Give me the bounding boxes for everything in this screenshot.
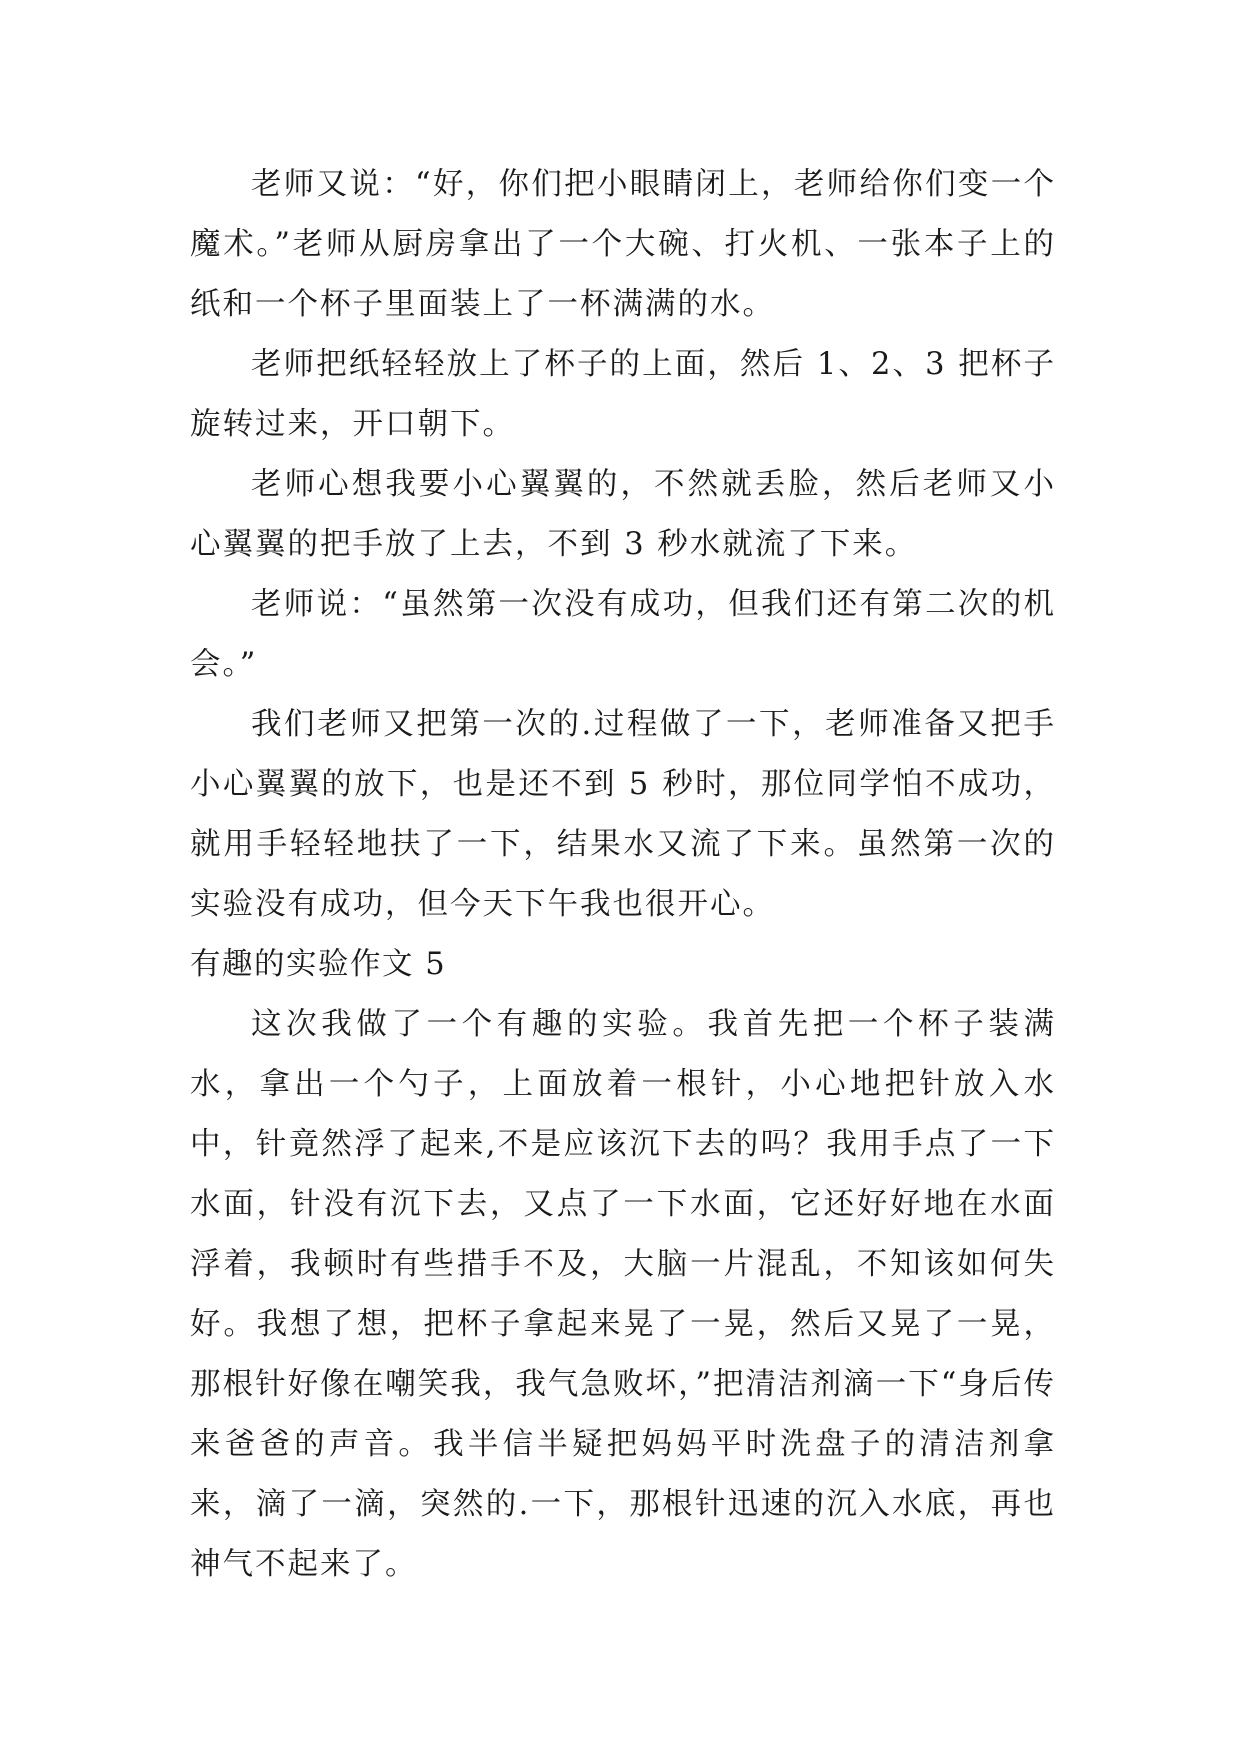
paragraph-second-attempt: 我们老师又把第一次的.过程做了一下，老师准备又把手小心翼翼的放下，也是还不到 5 秒时，那位同学怕不成功，就用手轻轻地扶了一下，结果水又流了下来。虽然第一次的实验没有成功，但今天下午我也很开心。	[190, 707, 1056, 922]
paragraph-magic-trick: 老师又说：“好，你们把小眼睛闭上，老师给你们变一个魔术。”老师从厨房拿出了一个大碗、打火机、一张本子上的纸和一个杯子里面装上了一杯满满的水。	[190, 167, 1056, 322]
section-heading: 有趣的实验作文 5	[190, 947, 447, 982]
paragraph-second-chance: 老师说：“虽然第一次没有成功，但我们还有第二次的机会。”	[190, 587, 1056, 682]
paragraph-needle-experiment: 这次我做了一个有趣的实验。我首先把一个杯子装满水，拿出一个勺子，上面放着一根针，小心地把针放入水中，针竟然浮了起来,不是应该沉下去的吗？我用手点了一下水面，针没有沉下去，又点了一下水面，它还好好地在水面浮着，我顿时有些措手不及，大脑一片混乱，不知该如何失好。我想了想，把杯子拿起来晃了一晃，然后又晃了一晃，那根针好像在嘲笑我，我气急败坏，”把清洁剂滴一下“身后传来爸爸的声音。我半信半疑把妈妈平时洗盘子的清洁剂拿来，滴了一滴，突然的.一下，那根针迅速的沉入水底，再也神气不起来了。	[190, 1007, 1056, 1582]
document-page	[190, 155, 1056, 1595]
paragraph-flip-cup: 老师把纸轻轻放上了杯子的上面，然后 1、2、3 把杯子旋转过来，开口朝下。	[190, 347, 1056, 442]
paragraph-first-attempt: 老师心想我要小心翼翼的，不然就丢脸，然后老师又小心翼翼的把手放了上去，不到 3 秒水就流了下来。	[190, 467, 1056, 562]
